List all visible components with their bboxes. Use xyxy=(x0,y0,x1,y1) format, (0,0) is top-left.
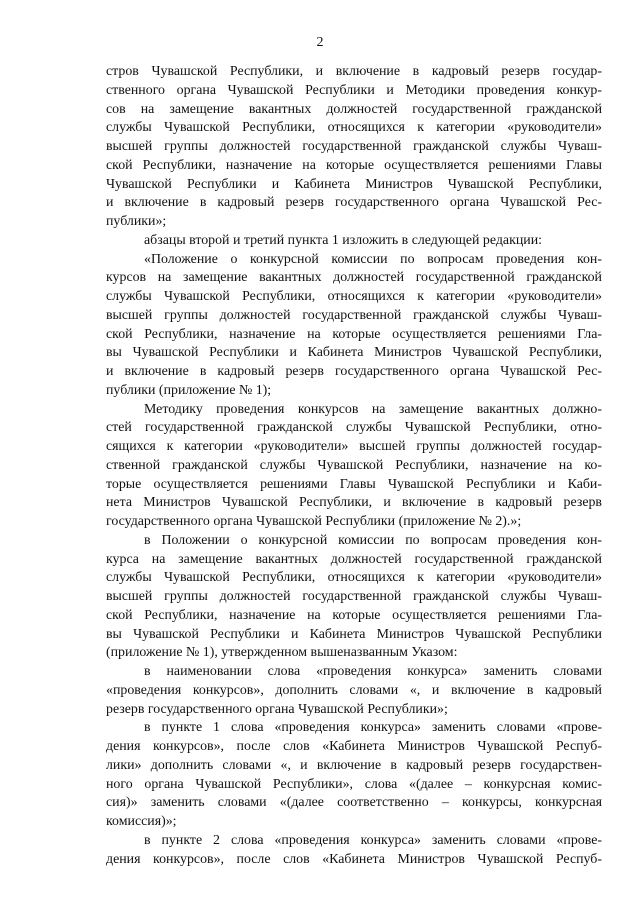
text-line: ственного органа Чувашской Республики и Методики проведения конкур- xyxy=(106,82,602,98)
text-line: Чувашской Республики и Кабинета Министров Чувашской Республики, xyxy=(106,176,602,192)
text-line: службы Чувашской Республики, относящихся к категории «руководители» xyxy=(106,289,602,304)
text-line: государственного органа Чувашской Республики (приложение № 2).»; xyxy=(106,514,522,529)
text-line: высшей группы должностей государственной гражданской службы Чуваш- xyxy=(106,139,602,154)
text-line: в пункте 1 слова «проведения конкурса» заменить словами «прове- xyxy=(144,720,602,736)
text-line: Методику проведения конкурсов на замещение вакантных должно- xyxy=(144,401,602,417)
text-line: курса на замещение вакантных должностей государственной гражданской xyxy=(106,551,602,567)
text-line: высшей группы должностей государственной гражданской службы Чуваш- xyxy=(106,307,602,323)
text-line: нета Министров Чувашской Республики, и включение в кадровый резерв xyxy=(106,495,602,511)
text-line: службы Чувашской Республики, относящихся к категории «руководители» xyxy=(106,570,602,586)
text-line: службы Чувашской Республики, относящихся к категории «руководители» xyxy=(106,120,602,136)
text-line: в Положении о конкурсной комиссии по вопросам проведения кон- xyxy=(144,532,602,548)
text-line: курсов на замещение вакантных должностей государственной гражданской xyxy=(106,270,602,286)
text-line: высшей группы должностей государственной гражданской службы Чуваш- xyxy=(106,589,602,604)
text-line: ного органа Чувашской Республики», слова «(далее – конкурсная комис- xyxy=(106,776,602,792)
text-line: ственной гражданской службы Чувашской Республики, назначение на ко- xyxy=(106,457,602,473)
text-line: стров Чувашской Республики, и включение в кадровый резерв государ- xyxy=(106,64,602,79)
text-line: «проведения конкурсов», дополнить словами «, и включение в кадровый xyxy=(106,682,602,698)
text-line: «Положение о конкурсной комиссии по вопросам проведения кон- xyxy=(144,251,602,267)
text-line: абзацы второй и третий пункта 1 изложить в следующей редакции: xyxy=(144,232,543,248)
text-line: сия)» заменить словами «(далее соответственно – конкурсы, конкурсная xyxy=(106,795,602,811)
text-line: сов на замещение вакантных должностей государственной гражданской xyxy=(106,101,602,117)
text-line: лики» дополнить словами «, и включение в кадровый резерв государствен- xyxy=(106,757,602,773)
text-line: ской Республики, назначение на которые осуществляется решениями Главы xyxy=(106,157,602,173)
text-line: и включение в кадровый резерв государственного органа Чувашской Рес- xyxy=(106,195,602,211)
text-line: дения конкурсов», после слов «Кабинета Министров Чувашской Респуб- xyxy=(106,851,602,867)
text-line: вы Чувашской Республики и Кабинета Министров Чувашской Республики xyxy=(106,626,602,642)
text-line: публики (приложение № 1); xyxy=(106,382,272,398)
page-number: 2 xyxy=(316,35,324,50)
text-line: в пункте 2 слова «проведения конкурса» заменить словами «прове- xyxy=(144,832,602,848)
text-line: торые осуществляется решениями Главы Чувашской Республики и Каби- xyxy=(106,476,602,492)
text-line: комиссия)»; xyxy=(106,814,177,829)
text-line: и включение в кадровый резерв государственного органа Чувашской Рес- xyxy=(106,364,602,379)
text-line: в наименовании слова «проведения конкурса» заменить словами xyxy=(144,664,602,679)
document-body xyxy=(106,63,602,869)
text-line: сящихся к категории «руководители» высшей группы должностей государ- xyxy=(106,439,602,454)
text-line: (приложение № 1), утвержденном вышеназванным Указом: xyxy=(106,645,458,661)
text-line: ской Республики, назначение на которые осуществляется решениями Гла- xyxy=(106,607,602,623)
text-line: вы Чувашской Республики и Кабинета Министров Чувашской Республики, xyxy=(106,345,602,361)
text-line: публики»; xyxy=(106,214,167,229)
text-line: ской Республики, назначение на которые осуществляется решениями Гла- xyxy=(106,326,602,342)
text-line: стей государственной гражданской службы Чувашской Республики, отно- xyxy=(106,420,602,436)
text-line: дения конкурсов», после слов «Кабинета Министров Чувашской Респуб- xyxy=(106,739,602,754)
text-line: резерв государственного органа Чувашской Республики»; xyxy=(106,701,448,717)
